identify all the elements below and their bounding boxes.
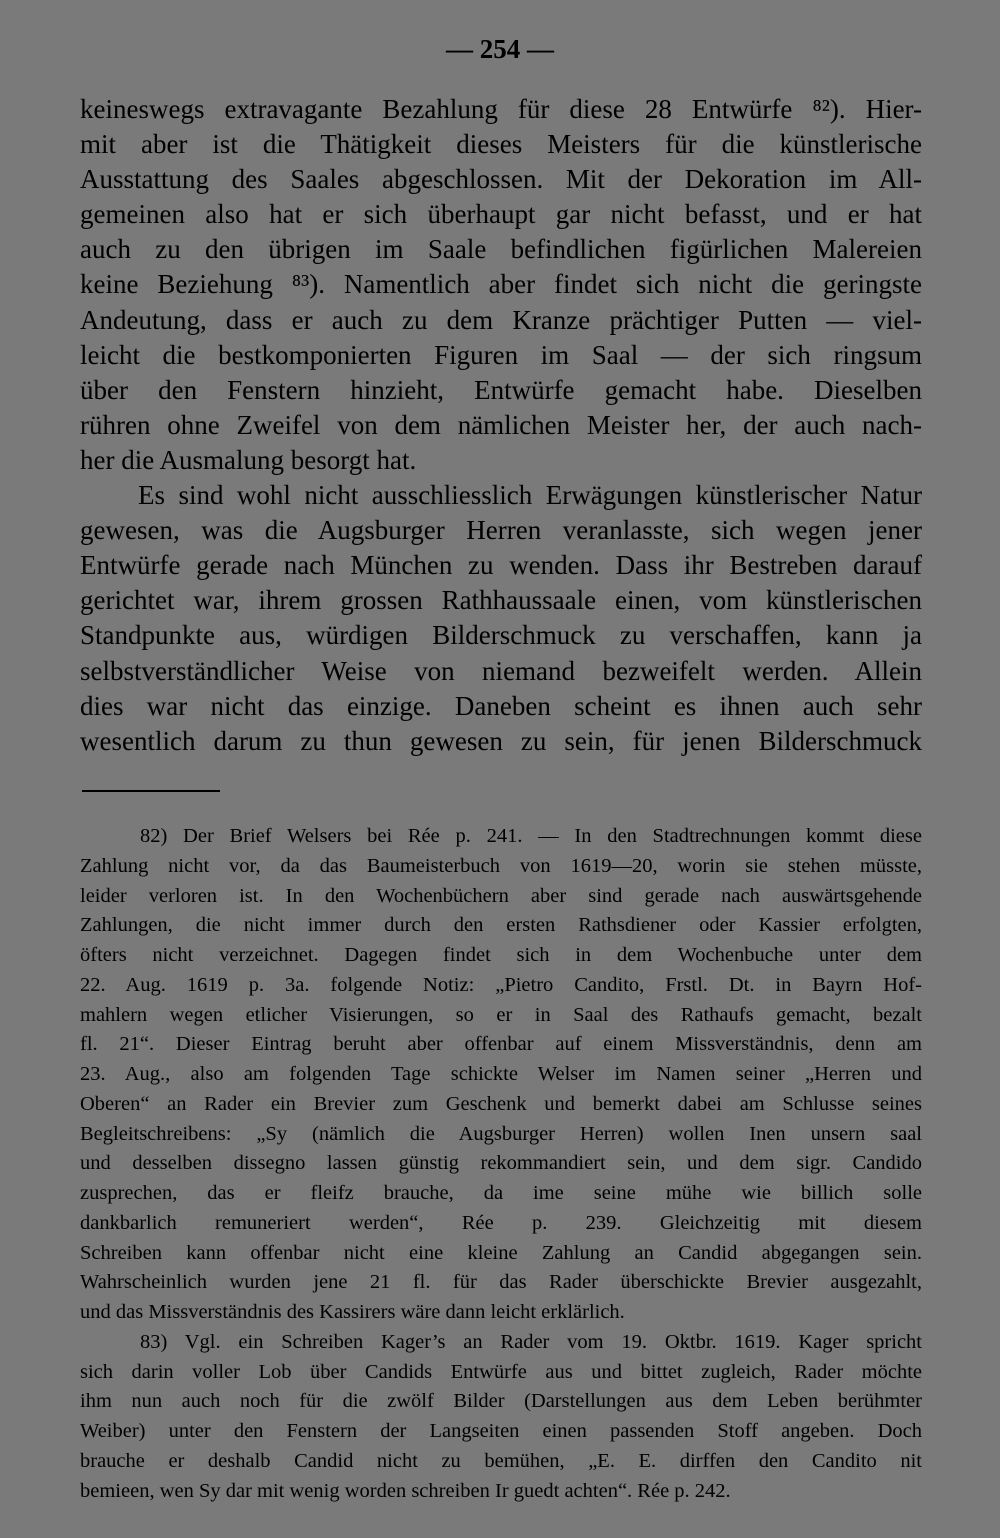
text-line: wesentlich darum zu thun gewesen zu sein, für jenen Bilderschmuck [80, 725, 922, 756]
footnote-line: dankbarlich remuneriert werden“, Rée p. 239. Gleichzeitig mit diesem [80, 1211, 922, 1234]
text-line: her die Ausmalung besorgt hat. [80, 444, 417, 475]
text-line: keineswegs extravagante Bezahlung für diese 28 Entwürfe ⁸²). Hier- [80, 94, 922, 124]
footnote-line: und desselben dissegno lassen günstig rekommandiert sein, und dem sigr. Candido [80, 1152, 922, 1175]
page-number-header: — 254 — [446, 34, 554, 64]
text-line: auch zu den übrigen im Saale befindlichen figürlichen Malereien [80, 234, 922, 265]
footnotes [80, 822, 922, 1506]
text-line: leicht die bestkomponierten Figuren im Saal — der sich ringsum [80, 339, 922, 370]
text-line: Standpunkte aus, würdigen Bilderschmuck zu verschaffen, kann ja [80, 620, 922, 651]
footnote-line: Oberen“ an Rader ein Brevier zum Geschenk und bemerkt dabei am Schlusse seines [80, 1092, 922, 1115]
text-line: dies war nicht das einzige. Daneben scheint es ihnen auch sehr [80, 690, 922, 721]
footnote-line: 83) Vgl. ein Schreiben Kager’s an Rader vom 19. Oktbr. 1619. Kager spricht [140, 1330, 922, 1353]
footnote-line: fl. 21“. Dieser Eintrag beruht aber offenbar auf einem Missverständnis, denn am [80, 1033, 922, 1056]
footnote-line: sich darin voller Lob über Candids Entwürfe aus und bittet zugleich, Rader möchte [80, 1360, 922, 1383]
footnote-line: brauche er deshalb Candid nicht zu bemühen, „E. E. dirffen den Candito nit [80, 1449, 922, 1472]
footnote-line: zusprechen, das er fleifz brauche, da ime seine mühe wie billich solle [80, 1182, 922, 1204]
text-line: gerichtet war, ihrem grossen Rathhaussaale einen, vom künstlerischen [80, 585, 922, 616]
text-line: über den Fenstern hinzieht, Entwürfe gemacht habe. Dieselben [80, 374, 922, 405]
footnote-divider [82, 790, 220, 792]
main-text [80, 92, 922, 759]
text-line: keine Beziehung ⁸³). Namentlich aber findet sich nicht die geringste [80, 269, 922, 300]
text-line: mit aber ist die Thätigkeit dieses Meisters für die künstlerische [80, 129, 922, 160]
footnote-line: bemieen, wen Sy dar mit wenig worden schreiben Ir guedt achten“. Rée p. 242. [80, 1479, 731, 1502]
footnote-line: ihm nun auch noch für die zwölf Bilder (Darstellungen aus dem Leben berühmter [80, 1390, 922, 1413]
text-line: gewesen, was die Augsburger Herren veranlasste, sich wegen jener [80, 515, 922, 546]
footnote-line: Begleitschreibens: „Sy (nämlich die Augsburger Herren) wollen Inen unsern saal [80, 1122, 922, 1145]
text-line: gemeinen also hat er sich überhaupt gar nicht befasst, und er hat [80, 199, 922, 230]
text-line: rühren ohne Zweifel von dem nämlichen Meister her, der auch nach- [80, 409, 922, 440]
footnote-line: Schreiben kann offenbar nicht eine kleine Zahlung an Candid abgegangen sein. [80, 1241, 922, 1264]
footnote-line: Zahlungen, die nicht immer durch den ersten Rathsdiener oder Kassier erfolgten, [80, 914, 922, 937]
text-line: Es sind wohl nicht ausschliesslich Erwägungen künstlerischer Natur [138, 480, 922, 511]
footnote-line: und das Missverständnis des Kassirers wäre dann leicht erklärlich. [80, 1301, 625, 1323]
text-line: selbstverständlicher Weise von niemand bezweifelt werden. Allein [80, 655, 922, 686]
footnote-line: 23. Aug., also am folgenden Tage schickte Welser im Namen seiner „Herren und [80, 1063, 922, 1085]
footnote-line: öfters nicht verzeichnet. Dagegen findet sich in dem Wochenbuche unter dem [80, 944, 922, 966]
footnote-line: 22. Aug. 1619 p. 3a. folgende Notiz: „Pietro Candito, Frstl. Dt. in Bayrn Hof- [80, 973, 922, 996]
text-line: Ausstattung des Saales abgeschlossen. Mit der Dekoration im All- [80, 164, 922, 195]
footnote-line: Zahlung nicht vor, da das Baumeisterbuch von 1619—20, worin sie stehen müsste, [80, 854, 922, 877]
footnote-line: Weiber) unter den Fenstern der Langseiten einen passenden Stoff angeben. Doch [80, 1420, 922, 1442]
text-line: Entwürfe gerade nach München zu wenden. Dass ihr Bestreben darauf [80, 550, 922, 581]
footnote-line: leider verloren ist. In den Wochenbüchern aber sind gerade nach auswärtsgehende [80, 884, 922, 907]
footnote-line: 82) Der Brief Welsers bei Rée p. 241. — In den Stadtrechnungen kommt diese [140, 825, 922, 847]
text-line: Andeutung, dass er auch zu dem Kranze prächtiger Putten — viel- [80, 304, 922, 335]
footnote-line: mahlern wegen etlicher Visierungen, so er in Saal des Rathaufs gemacht, bezalt [80, 1003, 922, 1026]
footnote-line: Wahrscheinlich wurden jene 21 fl. für das Rader überschickte Brevier ausgezahlt, [80, 1271, 922, 1294]
